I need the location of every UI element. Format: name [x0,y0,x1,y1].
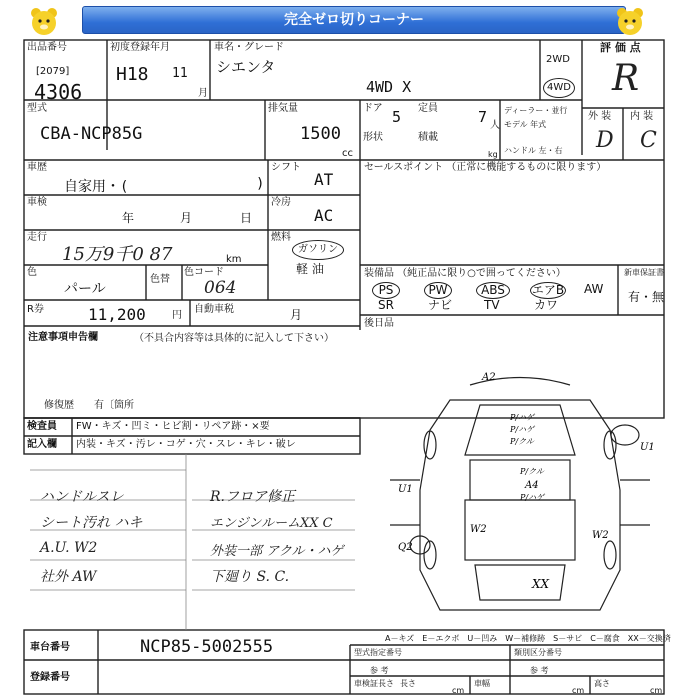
usage-value: 自家用・( [64,179,129,195]
recycle-label: R券 [27,304,44,315]
color-change-label: 色替 [150,274,170,285]
bottom-unit-1: cm [452,686,465,695]
mark-w2-left: W2 [470,524,487,535]
usage-close: ) [256,176,265,192]
after-label: 後日品 [364,318,394,329]
inspection-day: 日 [240,211,253,225]
color-label: 色 [27,267,37,278]
mark-a4: A4 [525,480,539,491]
recycle-value: 11,200 [88,305,146,324]
score-int: C [640,128,657,153]
color-code-label: 色コード [184,267,224,278]
equip-pw: PW [424,282,452,299]
lot-sub: [2079] [36,66,70,77]
displacement-unit: cc [342,148,353,159]
remark-right-1: R.フロア修正 [210,489,295,505]
mark-1: P/ハゲ [510,413,535,422]
model-label: 型式 [27,103,47,114]
bottom-c8: 高さ [594,679,610,688]
doors-value: 5 [392,108,402,126]
capacity-label: 定員 [418,103,438,114]
ac-label: 冷房 [271,197,291,208]
reg-era: H18 [116,64,149,85]
mark-u1-left: U1 [398,484,413,495]
vehicle-tax-label: 自動車税 [194,304,234,315]
inspect-row-1: FW・キズ・凹ミ・ヒビ割・リペア跡・×要 [76,421,270,432]
mark-4: P/クル [520,467,544,476]
shift-label: シフト [271,162,301,173]
remark-left-1: ハンドルスレ [40,489,124,505]
bottom-c1: 型式指定番号 [354,648,402,657]
remark-left-2: シート汚れ ハキ [40,515,143,531]
equip-aw: AW [584,282,604,296]
mark-3: P/クル [510,437,534,446]
equipment-label: 装備品 （純正品に限り○で囲ってください） [364,268,566,279]
car-damage-diagram [370,360,670,630]
notes-sub: （不具合内容等は具体的に記入して下さい） [134,333,334,344]
mark-w2-right: W2 [592,530,609,541]
inspection-month: 月 [180,211,193,225]
fuel-label: 燃料 [271,232,291,243]
damage-legend: A－キズ E－エクボ U－凹み W－補修跡 S－サビ C－腐食 XX－交換済 [385,634,671,643]
reg-month-unit: 月 [198,88,208,99]
inspect-row-2: 内装・キズ・汚レ・コゲ・穴・スレ・キレ・破レ [76,439,296,450]
registration-label: 登録番号 [30,672,70,683]
mileage-unit: km [226,254,242,265]
inspection-year: 年 [122,211,135,225]
mark-5: P/ハゲ [520,493,545,502]
usage-label: 車歴 [27,162,47,173]
score-ext-label: 外 装 [588,111,612,122]
tax-value: 有・無 [628,290,665,304]
bottom-unit-3: cm [650,686,663,695]
remark-left-4: 社外 AW [40,569,97,585]
score-label: 評 価 点 [600,41,641,54]
remark-left-3: A.U. W2 [40,540,98,556]
load-label: 積載 [418,132,438,143]
capacity-value: 7 [478,108,488,126]
dealer-label: ディーラー・並行 [504,106,568,115]
mark-a2: A2 [482,372,496,383]
shape-label: 形状 [363,132,383,143]
load-unit: kg [488,150,498,159]
handle-label: ハンドル 左・右 [504,146,563,155]
drive-2wd: 2WD [546,54,570,65]
mark-q2: Q2 [398,542,413,553]
vehicle-tax-month: 月 [290,308,303,322]
score-value: R [612,58,640,99]
equip-leather: カワ [534,298,559,312]
fuel-gas: ガソリン [292,240,344,260]
lot-number: 4306 [34,80,83,104]
fuel-diesel: 軽 油 [296,262,324,276]
bottom-c6: 長さ [400,679,416,688]
bottom-c4: 参 考 [530,666,549,675]
equip-airbag: エアB [531,283,565,297]
remark-right-4: 下廻り S. C. [210,569,290,585]
tax-label: 新車保証書 [624,268,664,277]
inspect-label-1: 検査員 [27,421,57,432]
mark-xx: XX [532,577,550,591]
mileage-label: 走行 [27,232,47,243]
capacity-unit: 人 [490,120,500,131]
page-header: 完全ゼロ切りコーナー [82,6,626,34]
reg-label: 初度登録年月 [110,42,170,53]
displacement-value: 1500 [300,124,341,144]
equip-abs: ABS [476,282,510,299]
mark-u1-right: U1 [640,442,655,453]
equip-navi: ナビ [428,298,453,312]
equip-ps: PS [372,282,400,299]
score-int-label: 内 装 [630,111,654,122]
bottom-c7: 車幅 [474,679,490,688]
recycle-unit: 円 [172,310,182,321]
equip-sr: SR [378,298,394,312]
car-grade: 4WD X [366,78,412,96]
color-value: パール [64,281,106,297]
bottom-unit-2: cm [572,686,585,695]
notes-repair: 修復歴 有〔箇所 [44,400,134,411]
mark-2: P/ハゲ [510,425,535,434]
score-ext: D [596,128,614,153]
drive-4wd: 4WD [543,78,575,98]
doors-label: ドア [363,103,383,114]
inspect-label-2: 記入欄 [27,439,57,450]
ac-value: AC [314,206,334,225]
inspection-label: 車検 [27,197,47,208]
chassis-value: NCP85-5002555 [140,637,274,657]
model-value: CBA-NCP85G [40,124,143,144]
notes-label: 注意事項申告欄 [28,332,98,343]
mileage-value: 15万9千0 87 [62,244,173,265]
sales-label: セールスポイント （正常に機能するものに限ります） [364,162,607,173]
equip-tv: TV [484,298,500,312]
remark-right-3: 外装一部 アクル・ハゲ [210,544,344,559]
color-code: 064 [204,278,237,298]
chassis-label: 車台番号 [30,642,70,653]
car-label: 車名・グレード [214,42,284,53]
lot-label: 出品番号 [27,42,67,53]
bottom-c2: 参 考 [370,666,389,675]
bottom-c5: 車検証長さ [354,679,394,688]
model-year-label: モデル 年式 [504,120,547,129]
remark-right-2: エンジンルームXX C [210,516,333,531]
shift-value: AT [314,170,334,189]
bottom-c3: 類別区分番号 [514,648,562,657]
reg-month: 11 [172,66,188,81]
car-name: シエンタ [216,58,276,76]
displacement-label: 排気量 [268,103,298,114]
